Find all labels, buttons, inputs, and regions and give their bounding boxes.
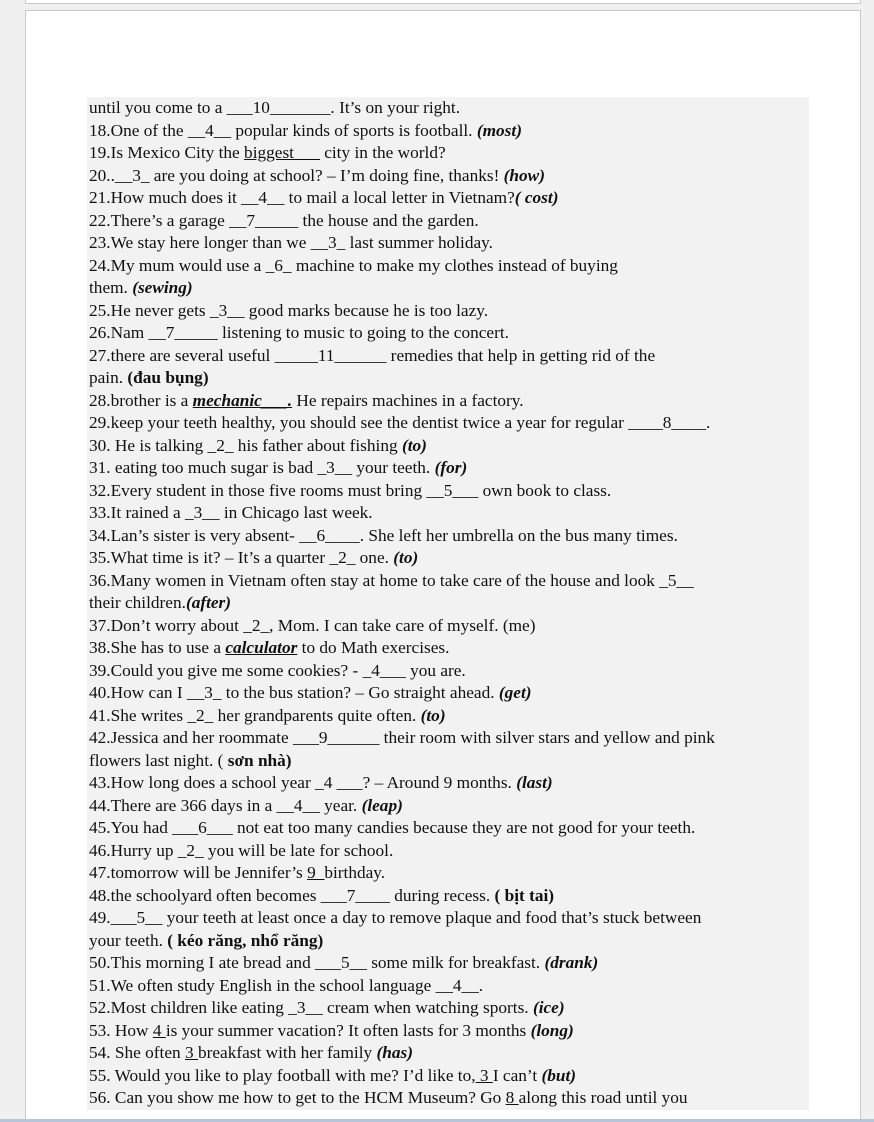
emphasis-text: (to) [393,548,419,567]
line-text: 56. Can you show me how to get to the HCM Museum? Go [89,1088,506,1107]
line-text: 43.How long does a school year _4 ___? – Around 9 months. [89,773,517,792]
line-text: 51.We often study English in the school language __4__. [89,975,484,995]
text-line [87,1020,809,1043]
text-line [87,412,809,435]
text-line [87,750,809,773]
emphasis-text: biggest___ [244,143,320,162]
text-line [87,435,809,458]
line-text: 48.the schoolyard often becomes ___7____ during recess. [89,885,495,905]
text-line [87,840,809,863]
text-line [87,772,809,795]
emphasis-text: 9_ [307,863,325,882]
text-line [87,187,809,210]
line-text: 33.It rained a _3__ in Chicago last week. [89,503,373,522]
emphasis-text: (long) [530,1020,574,1040]
emphasis-text: (has) [376,1043,413,1062]
text-line [87,682,809,705]
line-text: their children. [89,593,186,612]
emphasis-text: (after) [185,593,232,612]
text-line [87,345,809,368]
text-line [87,97,809,120]
text-line [87,930,809,953]
text-line [87,300,809,323]
emphasis-text: ( cost) [514,188,559,207]
text-line [87,1087,809,1110]
line-text: them. [89,278,133,297]
line-text: 24.My mum would use a _6_ machine to make my clothes instead of buying [89,255,618,275]
emphasis-text: mechanic___. [192,390,293,410]
emphasis-text: (for) [434,458,468,477]
text-line [87,705,809,728]
emphasis-text: (most) [476,120,522,140]
text-line [87,952,809,975]
text-line [87,637,809,660]
text-line [87,255,809,278]
emphasis-text: (đau bụng) [127,368,209,387]
line-text: 30. He is talking _2_ his father about fishing [89,435,402,455]
previous-page-edge [25,0,861,4]
line-text: 50.This morning I ate bread and ___5__ some milk for breakfast. [89,953,545,972]
line-text: 25.He never gets _3__ good marks because he is too lazy. [89,300,489,320]
line-text: 38.She has to use a [89,638,226,657]
line-text: your teeth. [89,930,168,950]
line-text: along this road until you [518,1088,688,1107]
line-text: 46.Hurry up _2_ you will be late for school. [89,840,394,860]
emphasis-text: (but) [541,1065,577,1085]
line-text: 27.there are several useful _____11______ remedies that help in getting rid of the [89,345,656,365]
line-text: 23.We stay here longer than we __3_ last summer holiday. [89,233,493,252]
emphasis-text: ( kéo răng, nhổ răng) [167,930,324,950]
text-line [87,322,809,345]
emphasis-text: 3 [185,1043,198,1062]
line-text: pain. [89,368,128,387]
line-text: to do Math exercises. [297,638,450,657]
text-line [87,502,809,525]
text-line [87,795,809,818]
emphasis-text: (leap) [361,795,403,815]
emphasis-text: (sewing) [132,278,193,297]
emphasis-text: calculator [225,638,298,657]
text-line [87,277,809,300]
text-line [87,975,809,998]
line-text: 42.Jessica and her roommate ___9______ their room with silver stars and yellow and pink [89,728,715,747]
emphasis-text: (to) [401,435,427,455]
text-line [87,660,809,683]
line-text: 53. How [89,1020,153,1040]
line-text: 21.How much does it __4__ to mail a local letter in Vietnam? [89,188,515,207]
line-text: 29.keep your teeth healthy, you should see the dentist twice a year for regular ____8____. [89,413,711,432]
line-text: 52.Most children like eating _3__ cream when watching sports. [89,998,533,1017]
text-line [87,165,809,188]
line-text: 47.tomorrow will be Jennifer’s [89,863,308,882]
emphasis-text: 8 [505,1088,519,1107]
line-text: 49.___5__ your teeth at least once a day to remove plaque and food that’s stuck between [89,908,702,927]
line-text: city in the world? [319,143,446,162]
text-line [87,1065,809,1088]
line-text: 34.Lan’s sister is very absent- __6____. She left her umbrella on the bus many times. [89,525,678,545]
line-text: 36.Many women in Vietnam often stay at home to take care of the house and look _5__ [89,570,694,590]
line-text: is your summer vacation? It often lasts for 3 months [165,1020,531,1040]
line-text: breakfast with her family [197,1043,377,1062]
text-line [87,1042,809,1065]
line-text: birthday. [324,863,386,882]
text-line [87,997,809,1020]
line-text: flowers last night. ( [89,750,228,770]
emphasis-text: sơn nhà) [227,750,292,770]
emphasis-text: (drank) [544,953,599,972]
emphasis-text: (how) [503,165,545,185]
line-text: 31. eating too much sugar is bad _3__ your teeth. [89,458,435,477]
text-line [87,120,809,143]
line-text: 28.brother is a [89,390,193,410]
text-line [87,232,809,255]
text-line [87,885,809,908]
line-text: I can’t [492,1065,542,1085]
text-line [87,817,809,840]
line-text: 41.She writes _2_ her grandparents quite often. [89,705,421,725]
emphasis-text: (last) [516,773,553,792]
text-line [87,390,809,413]
text-line [87,525,809,548]
emphasis-text: ( bịt tai) [494,885,555,905]
text-line [87,480,809,503]
emphasis-text: 3 [475,1065,493,1085]
text-line [87,570,809,593]
text-line [87,615,809,638]
line-text: 39.Could you give me some cookies? - _4___ you are. [89,660,466,680]
text-line [87,862,809,885]
line-text: 32.Every student in those five rooms must bring __5___ own book to class. [89,480,612,500]
line-text: 37.Don’t worry about _2_, Mom. I can take care of myself. (me) [89,615,536,635]
line-text: 55. Would you like to play football with me? I’d like to, [89,1065,476,1085]
emphasis-text: (to) [420,705,446,725]
text-line [87,457,809,480]
line-text: 18.One of the __4__ popular kinds of sports is football. [89,120,477,140]
text-line [87,592,809,615]
text-line [87,727,809,750]
line-text: 35.What time is it? – It’s a quarter _2_ one. [89,548,394,567]
line-text: 44.There are 366 days in a __4__ year. [89,795,362,815]
text-line [87,210,809,233]
line-text: 22.There’s a garage __7_____ the house and the garden. [89,210,479,230]
emphasis-text: 4 [152,1020,166,1040]
line-text: 19.Is Mexico City the [89,143,245,162]
line-text: 45.You had ___6___ not eat too many candies because they are not good for your teeth. [89,818,696,837]
text-line [87,367,809,390]
line-text: until you come to a ___10_______. It’s on your right. [89,98,461,117]
emphasis-text: (get) [498,683,532,702]
emphasis-text: (ice) [532,998,565,1017]
line-text: 40.How can I __3_ to the bus station? – Go straight ahead. [89,683,499,702]
exercise-text [87,97,809,1110]
line-text: 20..__3_ are you doing at school? – I’m doing fine, thanks! [89,165,504,185]
text-line [87,907,809,930]
text-line [87,547,809,570]
line-text: He repairs machines in a factory. [292,390,524,410]
text-line [87,142,809,165]
line-text: 54. She often [89,1043,185,1062]
line-text: 26.Nam __7_____ listening to music to going to the concert. [89,323,509,342]
